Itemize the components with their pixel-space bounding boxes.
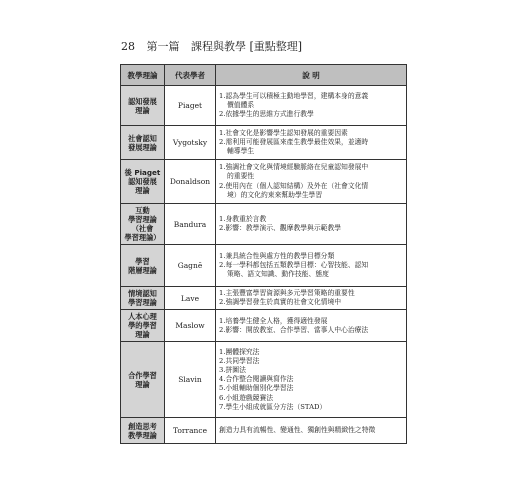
theory-name-line: 學習 — [135, 256, 150, 266]
scholar-cell: Piaget — [165, 86, 216, 126]
description-line: 1.團體探究法 — [219, 347, 260, 356]
description-line: 1.認為學生可以積極主動地學習，建構本身的意義 — [219, 91, 369, 100]
description-line: 2.依據學生的思維方式進行教學 — [219, 110, 314, 119]
description-cell — [216, 310, 407, 342]
chapter-title: 課程與教學 [重點整理] — [191, 40, 303, 53]
scholar-cell: Slavin — [165, 342, 216, 418]
table-row — [121, 287, 407, 310]
description-line: 4.合作整合閱讀與寫作法 — [219, 375, 294, 384]
description-line: 1.強調社會文化與情境經驗脈絡在兒童認知發展中 — [219, 163, 369, 172]
description-line: 2.影響：教學演示、觀摩教學與示範教學 — [219, 224, 342, 232]
description-line: 輔導學生 — [227, 147, 255, 156]
page-header — [121, 38, 310, 54]
theories-table — [120, 64, 407, 444]
description-line: 策略、語文知識、動作技能、態度 — [227, 270, 329, 279]
description-cell — [216, 126, 407, 160]
description-line: 6.小組遊戲競賽法 — [219, 393, 274, 402]
scholar-cell: Torrance — [165, 418, 216, 444]
table-header-row — [121, 65, 407, 86]
theory-name-line: 理論 — [135, 186, 150, 195]
description-line: 7.學生小組成就區分方法（STAD） — [219, 402, 327, 411]
description-line: 3.拼圖法 — [219, 366, 246, 375]
theory-name-line: 後 Piaget — [124, 168, 161, 177]
scholar-cell: Donaldson — [165, 160, 216, 204]
theory-name-line: 學習理論 — [128, 215, 157, 224]
theory-name-line: 情境認知 — [128, 289, 157, 299]
description-line: 1.兼具統合性與處方性的教學目標分類 — [219, 251, 335, 260]
scholar-cell: Vygotsky — [165, 126, 216, 160]
theory-name-cell — [121, 245, 165, 287]
description-cell — [216, 245, 407, 287]
scholar-cell: Gagnē — [165, 245, 216, 287]
scholar-cell: Bandura — [165, 204, 216, 245]
table-row — [121, 126, 407, 160]
description-cell — [216, 160, 407, 204]
theory-name-cell — [121, 204, 165, 245]
theory-name-line: 人本心理 — [128, 312, 157, 322]
table-body — [121, 86, 407, 444]
theory-name-line: 社會認知 — [128, 133, 157, 143]
table-row — [121, 204, 407, 245]
description-line: 2.需利用可能發展區來產生教學最佳效果，並適時 — [219, 137, 369, 146]
theory-name-cell — [121, 418, 165, 444]
theory-name-line: （社會 — [131, 224, 154, 233]
description-cell — [216, 342, 407, 418]
theory-name-line: 認知發展 — [128, 177, 157, 186]
theory-name-line: 理論 — [135, 330, 150, 340]
table-row — [121, 342, 407, 418]
scholar-cell: Lave — [165, 287, 216, 310]
theory-name-cell — [121, 160, 165, 204]
description-line: 價值體系 — [227, 100, 255, 109]
table-row — [121, 86, 407, 126]
description-line: 2.使用內在（個人認知結構）及外在（社會文化情 — [219, 181, 369, 190]
theory-name-line: 認知發展 — [128, 96, 157, 106]
description-line: 境）的文化約束來幫助學生學習 — [227, 190, 323, 199]
part-label: 第一篇 — [146, 40, 180, 53]
description-line: 創造力具有流暢性、變通性、獨創性與精緻性之特徵 — [219, 426, 376, 435]
description-cell — [216, 287, 407, 310]
theory-name-cell — [121, 310, 165, 342]
theory-name-cell — [121, 287, 165, 310]
column-header: 說 明 — [216, 65, 407, 86]
theory-name-line: 合作學習 — [128, 370, 157, 380]
table-row — [121, 160, 407, 204]
theory-name-cell — [121, 86, 165, 126]
description-line: 的重要性 — [227, 172, 255, 181]
theory-name-line: 階層理論 — [128, 265, 157, 275]
description-line: 1.身教重於言教 — [219, 214, 267, 223]
theory-name-line: 互動 — [135, 206, 150, 215]
theory-name-cell — [121, 342, 165, 418]
table-row — [121, 310, 407, 342]
theory-name-line: 創造思考 — [128, 421, 157, 431]
description-line: 1.社會文化是影響學生認知發展的重要因素 — [219, 128, 348, 137]
description-cell — [216, 418, 407, 444]
theory-name-line: 發展理論 — [128, 142, 157, 152]
description-line: 2.影響：開放教室、合作學習、當事人中心治療法 — [219, 325, 369, 334]
theory-name-line: 學習理論） — [124, 233, 161, 242]
column-header: 教學理論 — [121, 65, 165, 86]
theory-name-line: 教學理論 — [128, 430, 157, 440]
description-cell — [216, 86, 407, 126]
theory-name-cell — [121, 126, 165, 160]
description-line: 1.主張豐富學習資源與多元學習策略的重要性 — [219, 289, 355, 297]
theory-name-line: 理論 — [135, 379, 150, 389]
description-line: 2.每一學科都包括五類教學目標：心智技能、認知 — [219, 260, 369, 269]
theory-name-line: 學習理論 — [128, 298, 157, 308]
description-line: 2.共同學習法 — [219, 356, 260, 365]
description-line: 1.培養學生健全人格，獲得適性發展 — [219, 316, 328, 325]
table-row — [121, 245, 407, 287]
table-row — [121, 418, 407, 444]
scholar-cell: Maslow — [165, 310, 216, 342]
description-line: 5.小組輔助個別化學習法 — [219, 384, 294, 393]
column-header: 代表學者 — [165, 65, 216, 86]
description-line: 2.強調學習發生於真實的社會文化情境中 — [219, 298, 342, 307]
theory-name-line: 理論 — [135, 105, 150, 115]
description-cell — [216, 204, 407, 245]
page-number: 28 — [121, 40, 135, 53]
theory-name-line: 學的學習 — [128, 321, 157, 331]
